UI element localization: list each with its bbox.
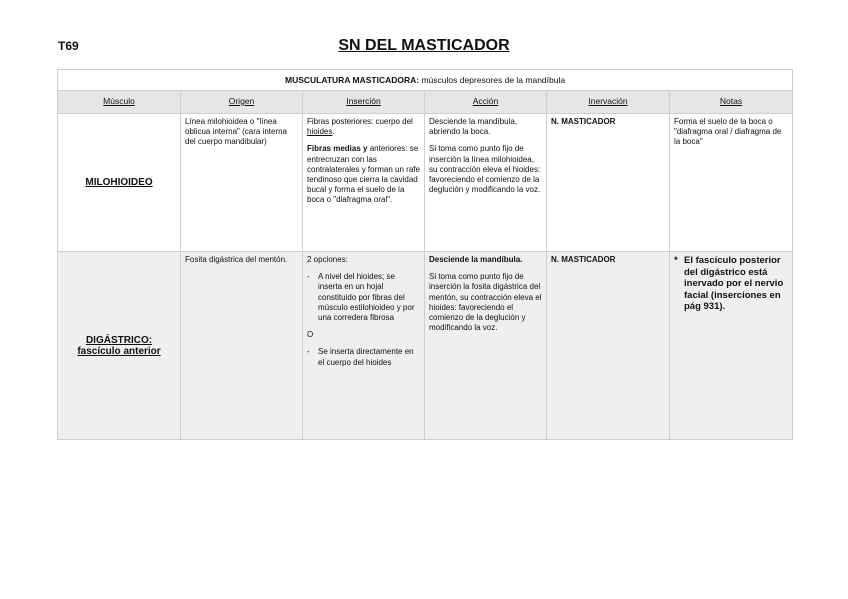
table-row-digastrico <box>58 252 793 440</box>
insercion-options-2 <box>307 347 420 367</box>
page-title: SN DEL MASTICADOR <box>338 37 510 54</box>
notas-content: El fascículo posterior del digástrico está inervado por el nervio facial (inserciones en pág 931). <box>684 255 784 312</box>
banner-rest: músculos depresores de la mandíbula <box>419 75 566 85</box>
table-banner-row <box>58 70 793 91</box>
accion-paragraph-2: Si toma como punto fijo de inserción la fosita digástrica del mentón, su contracción eleva el hioides: favoreciendo el comienzo de la deglución y modificando la voz. <box>429 272 542 333</box>
header-musculo: Músculo <box>58 91 181 114</box>
notas-asterisk: * <box>674 255 678 266</box>
cell-insercion <box>303 114 425 252</box>
muscle-name-line-1: DIGÁSTRICO: <box>85 334 153 346</box>
cell-notas: Forma el suelo de la boca o "diafragma oral / diafragma de la boca" <box>670 114 793 252</box>
insercion-intro: 2 opciones: <box>307 255 348 264</box>
cell-accion <box>425 252 547 440</box>
table-banner <box>58 70 793 91</box>
muscle-name: MILOHIOIDEO <box>58 114 181 252</box>
cell-origen: Fosita digástrica del mentón. <box>181 252 303 440</box>
cell-inervacion: N. MASTICADOR <box>547 114 670 252</box>
insercion-p2-rest: anteriores: se entrecruzan con las contralaterales y forman un rafe tendinoso que cierra la cavidad bucal y forma el suelo de la boca o "diafragma oral". <box>307 144 420 205</box>
insercion-paragraph-2 <box>307 144 420 205</box>
notas-text <box>674 255 788 313</box>
muscle-table <box>57 69 793 440</box>
cell-origen: Línea milohioidea o "línea oblicua interna" (cara interna del cuerpo mandibular) <box>181 114 303 252</box>
insercion-paragraph-1 <box>307 117 420 137</box>
banner-bold: MUSCULATURA MASTICADORA: <box>284 75 420 85</box>
document-code: T69 <box>58 39 79 53</box>
cell-notas <box>670 252 793 440</box>
cell-insercion <box>303 252 425 440</box>
header-accion: Acción <box>425 91 547 114</box>
hioides-link: hioides <box>307 127 333 137</box>
accion-paragraph-2: Si toma como punto fijo de inserción la línea milohioidea, su contracción eleva el hioides: favoreciendo el comienzo de la deglución y modificando la voz. <box>429 144 541 195</box>
insercion-options <box>307 272 420 323</box>
insercion-p1-post: . <box>332 127 335 137</box>
header-origen: Origen <box>181 91 303 114</box>
insercion-p1-pre: Fibras posteriores: cuerpo del <box>307 117 413 126</box>
table-header-row <box>58 91 793 114</box>
accion-paragraph-1: Desciende la mandíbula, abriendo la boca. <box>429 117 518 137</box>
header-inervacion: Inervación <box>547 91 670 114</box>
accion-paragraph-1: Desciende la mandíbula. <box>429 255 523 264</box>
muscle-name <box>58 252 181 440</box>
table-row-milohioideo <box>58 114 793 252</box>
insercion-option-2: - Se inserta directamente en el cuerpo del hioides <box>307 347 420 367</box>
insercion-p2-bold: Fibras medias y <box>307 144 368 154</box>
header-notas: Notas <box>670 91 793 114</box>
insercion-or: O <box>307 330 314 340</box>
cell-accion <box>425 114 547 252</box>
muscle-name-line-2: fascículo anterior <box>77 345 161 357</box>
cell-inervacion: N. MASTICADOR <box>547 252 670 440</box>
insercion-option-1: - A nivel del hioides; se inserta en un hojal constituido por fibras del músculo estilohioideo y por una corredera fibrosa <box>307 272 420 323</box>
header-insercion: Inserción <box>303 91 425 114</box>
